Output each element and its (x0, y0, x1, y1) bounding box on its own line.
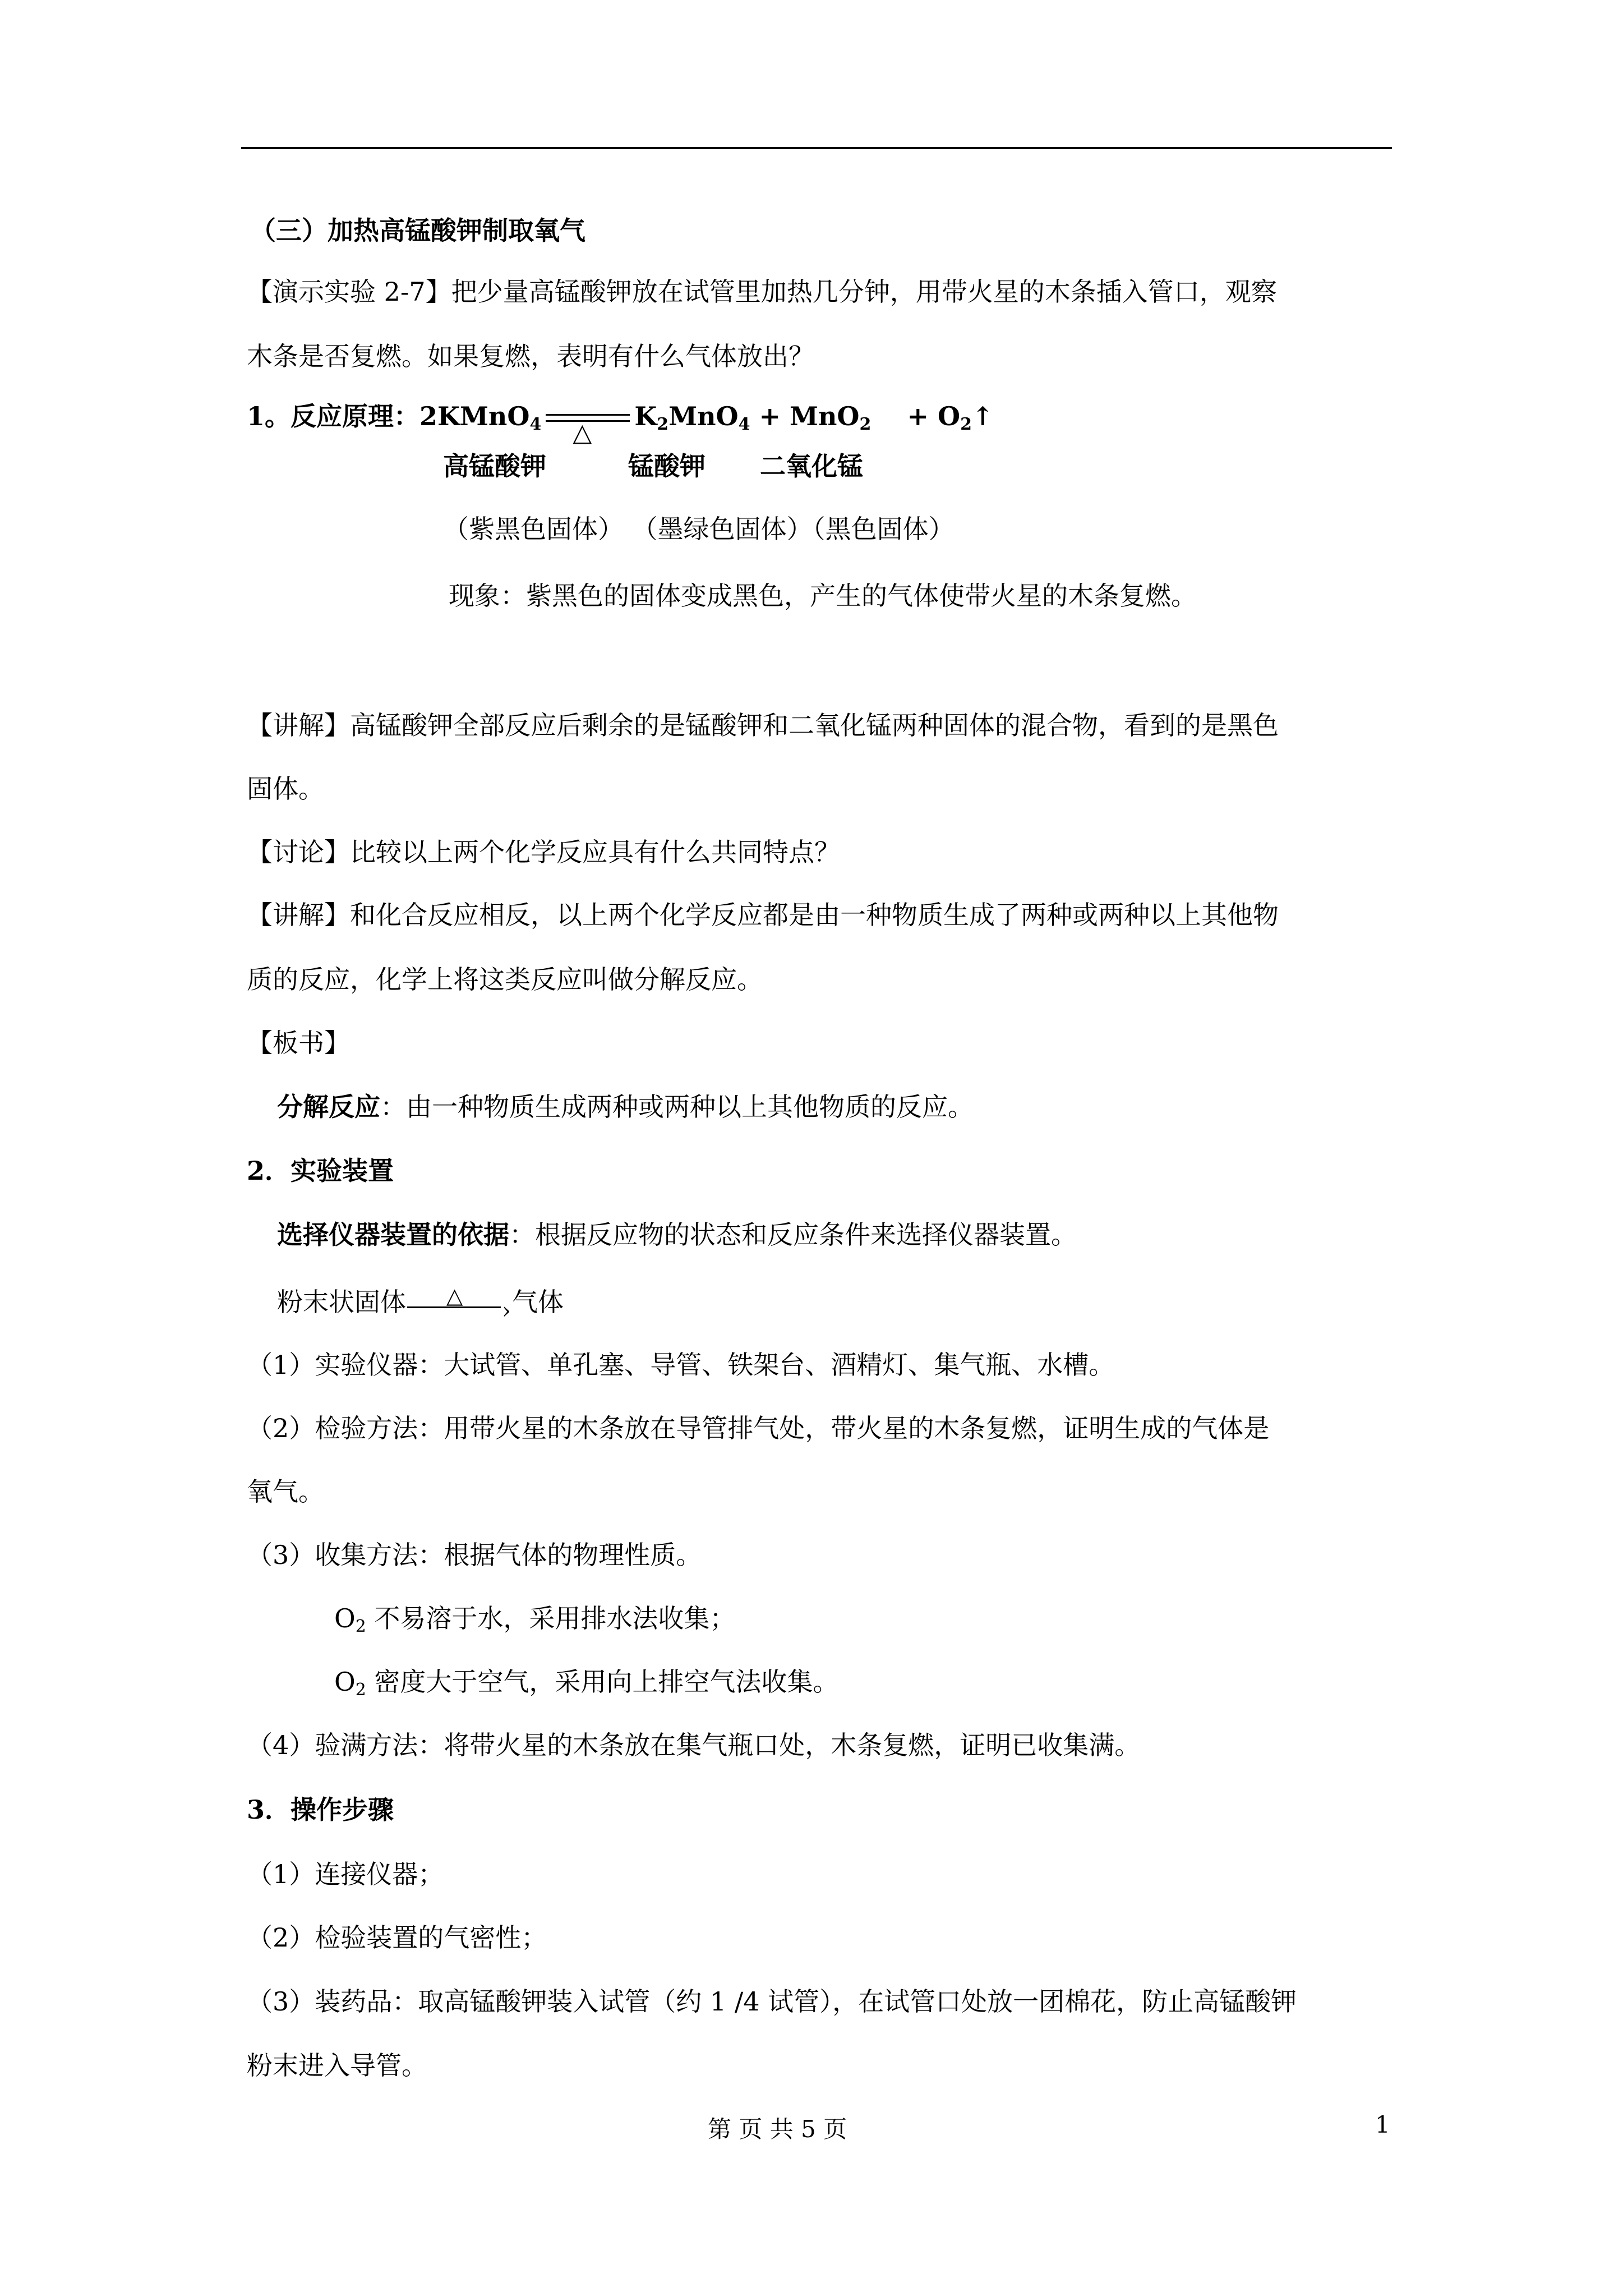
definition-text: ：由一种物质生成两种或两种以上其他物质的反应。 (380, 1092, 974, 1122)
product-o2-subscript: 2 (960, 415, 972, 434)
page-footer: 第 页 共 5 页 (708, 2115, 847, 2143)
flow-line (277, 1283, 564, 1324)
explain2-line-2: 质的反应，化学上将这类反应叫做分解反应。 (247, 964, 763, 995)
product-mno4: MnO (668, 401, 739, 431)
o2-solubility-line (334, 1603, 736, 1636)
board-label: 【板书】 (247, 1028, 350, 1058)
header-rule (241, 147, 1392, 149)
apparatus-heading: 2．实验装置 (247, 1156, 394, 1186)
phenomenon-line: 现象：紫黑色的固体变成黑色，产生的气体使带火星的木条复燃。 (449, 581, 1197, 611)
explain2-line-1: 【讲解】和化合反应相反，以上两个化学反应都是由一种物质生成了两种或两种以上其他物 (247, 900, 1279, 930)
step-3-line-1: （3）装药品：取高锰酸钾装入试管（约 1 /4 试管），在试管口处放一团棉花，防止高锰酸钾 (247, 1986, 1297, 2017)
arrow-head-icon: › (502, 1298, 511, 1324)
o2-density-text: 密度大于空气，采用向上排空气法收集。 (366, 1667, 839, 1697)
step-2: （2）检验装置的气密性； (247, 1922, 547, 1953)
basis-line (277, 1222, 1077, 1248)
o2-subscript: 2 (355, 1680, 366, 1700)
flow-left: 粉末状固体 (277, 1287, 406, 1317)
name-kmno4: 高锰酸钾 (443, 451, 546, 481)
states-line: （紫黑色固体） （墨绿色固体）（黑色固体） (443, 514, 955, 544)
page-number: 1 (1375, 2111, 1390, 2138)
explain1-line-1: 【讲解】高锰酸钾全部反应后剩余的是锰酸钾和二氧化锰两种固体的混合物，看到的是黑色 (247, 710, 1279, 740)
heat-triangle-icon: △ (446, 1283, 463, 1308)
heat-triangle-icon: △ (573, 418, 592, 447)
product-k2mno4: K (634, 401, 657, 431)
basis-term: 选择仪器装置的依据 (277, 1220, 509, 1250)
name-k2mno4: 锰酸钾 (628, 451, 706, 481)
demo-line-1: 【演示实验 2-7】把少量高锰酸钾放在试管里加热几分钟，用带火星的木条插入管口，观察 (247, 277, 1277, 307)
apparatus-item-3: （3）收集方法：根据气体的物理性质。 (247, 1540, 702, 1570)
arrow-shaft (407, 1306, 501, 1308)
reactant: 2KMnO (419, 401, 530, 431)
reaction-equation (247, 401, 994, 447)
section-title: （三）加热高锰酸钾制取氧气 (250, 215, 585, 246)
apparatus-item-2-line-1: （2）检验方法：用带火星的木条放在导管排气处，带火星的木条复燃，证明生成的气体是 (247, 1413, 1270, 1443)
explain1-line-2: 固体。 (247, 774, 324, 804)
step-3-line-2: 粉末进入导管。 (247, 2050, 427, 2081)
product-o2: + O (907, 401, 961, 431)
o2-subscript: 2 (355, 1617, 366, 1636)
demo-line-2: 木条是否复燃。如果复燃，表明有什么气体放出？ (247, 341, 814, 371)
heating-equals-sign (546, 402, 630, 447)
apparatus-item-1: （1）实验仪器：大试管、单孔塞、导管、铁架台、酒精灯、集气瓶、水槽。 (247, 1350, 1115, 1380)
o2-density-line (334, 1667, 839, 1700)
o2-solubility-text: 不易溶于水，采用排水法收集； (366, 1603, 736, 1634)
o2-symbol: O (334, 1603, 356, 1634)
product-mno2: + MnO (759, 401, 860, 431)
product-o4-subscript: 4 (738, 415, 750, 434)
reaction-heading: 1。反应原理： (247, 401, 420, 431)
discuss-line: 【讨论】比较以上两个化学反应具有什么共同特点？ (247, 837, 840, 867)
step-1: （1）连接仪器； (247, 1859, 444, 1889)
heat-arrow (407, 1283, 511, 1324)
apparatus-item-4: （4）验满方法：将带火星的木条放在集气瓶口处，木条复燃，证明已收集满。 (247, 1730, 1141, 1760)
reactant-subscript: 4 (529, 415, 542, 434)
definition-line (277, 1094, 974, 1120)
o2-symbol: O (334, 1667, 356, 1697)
product-mno2-subscript: 2 (859, 415, 872, 434)
definition-term: 分解反应 (277, 1092, 380, 1122)
basis-text: ：根据反应物的状态和反应条件来选择仪器装置。 (509, 1220, 1077, 1250)
apparatus-item-2-line-2: 氧气。 (247, 1476, 324, 1507)
name-mno2: 二氧化锰 (760, 451, 863, 481)
flow-right: 气体 (512, 1287, 564, 1317)
steps-heading: 3．操作步骤 (247, 1795, 394, 1825)
gas-up-arrow-icon: ↑ (971, 401, 994, 431)
product-k-subscript: 2 (657, 415, 669, 434)
